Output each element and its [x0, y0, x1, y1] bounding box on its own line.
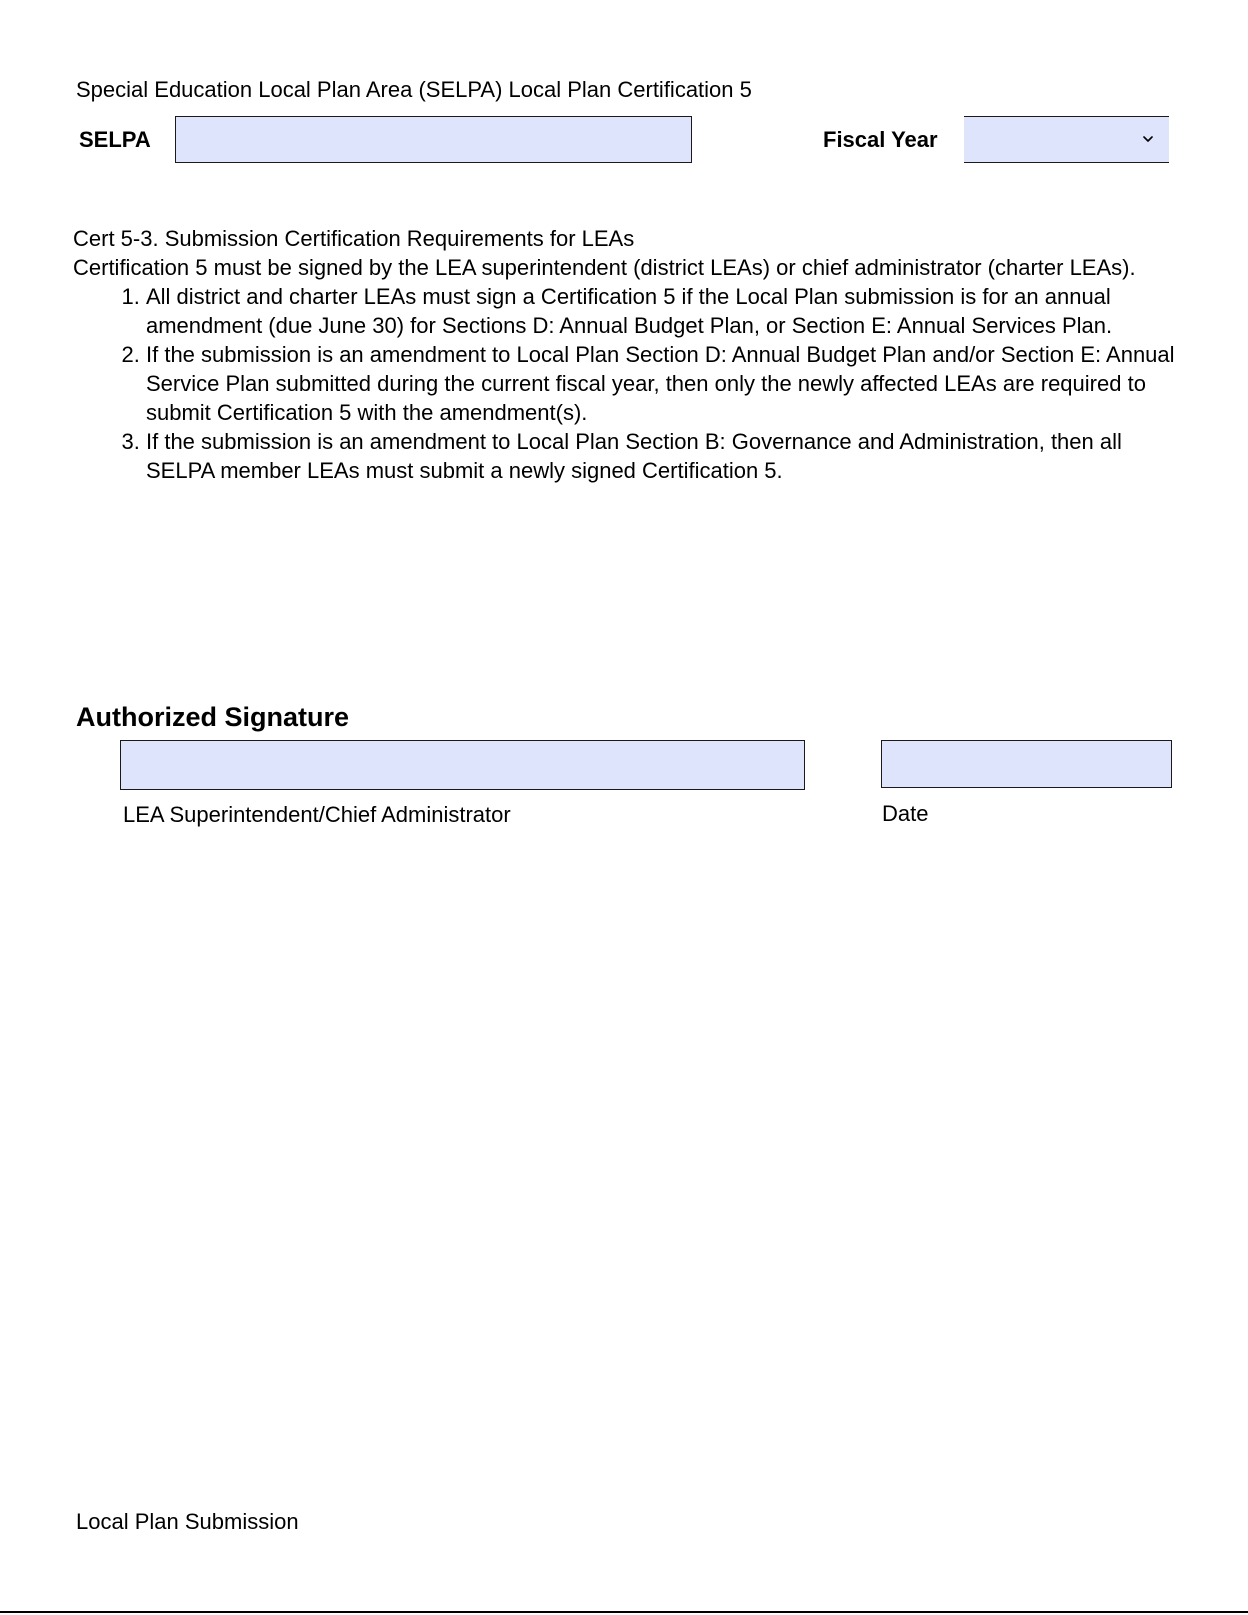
requirements-section [73, 224, 1183, 485]
requirements-list [73, 282, 1183, 485]
requirement-item: 3. If the submission is an amendment to Local Plan Section B: Governance and Administration, then all SELPA member LEAs must submit a newly signed Certification 5. [146, 427, 1183, 485]
selpa-label: SELPA [79, 127, 151, 152]
selpa-input[interactable] [175, 116, 692, 163]
chevron-down-icon[interactable] [1143, 134, 1153, 144]
signer-caption: LEA Superintendent/Chief Administrator [123, 802, 511, 827]
requirements-heading: Cert 5-3. Submission Certification Requirements for LEAs [73, 226, 635, 251]
form-title: Special Education Local Plan Area (SELPA) Local Plan Certification 5 [76, 77, 752, 102]
requirements-intro: Certification 5 must be signed by the LEA superintendent (district LEAs) or chief administrator (charter LEAs). [73, 255, 1136, 280]
fiscal-year-select[interactable] [964, 116, 1169, 163]
date-field[interactable] [881, 740, 1172, 788]
date-caption: Date [882, 801, 929, 826]
authorized-signature-heading: Authorized Signature [76, 702, 350, 732]
signature-field[interactable] [120, 740, 805, 790]
bottom-divider [0, 1611, 1248, 1613]
requirement-item: 1. All district and charter LEAs must sign a Certification 5 if the Local Plan submission is for an annual amendment (due June 30) for Sections D: Annual Budget Plan, or Section E: Annual Services Plan. [146, 282, 1183, 340]
fiscal-year-label: Fiscal Year [823, 127, 938, 152]
requirement-item: 2. If the submission is an amendment to Local Plan Section D: Annual Budget Plan and/or Section E: Annual Service Plan submitted during the current fiscal year, then only the newly affected LEAs are required to submit Certification 5 with the amendment(s). [146, 340, 1183, 427]
footer-text: Local Plan Submission [76, 1509, 299, 1534]
